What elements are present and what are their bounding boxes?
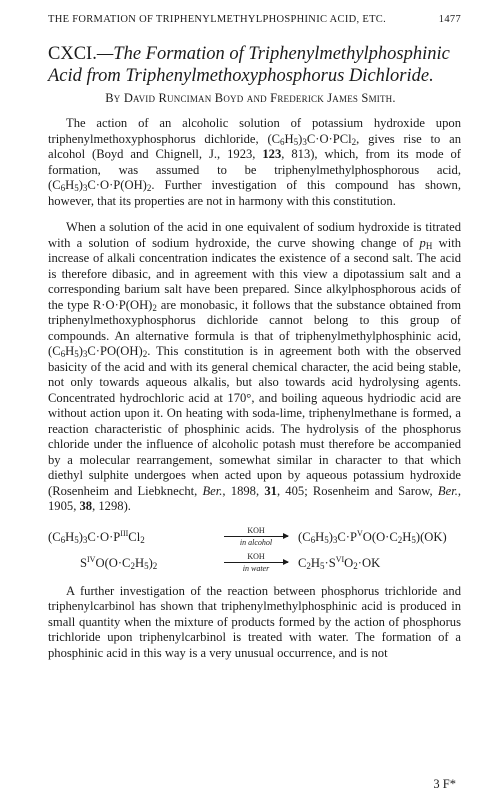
superscript: III — [120, 528, 129, 538]
subscript: 2 — [152, 302, 157, 313]
subscript: 2 — [306, 560, 311, 571]
text-run: C·O·PCl — [306, 131, 352, 146]
superscript: IV — [87, 554, 96, 564]
subscript: 5 — [74, 183, 79, 193]
text-run: C·O·P — [87, 529, 121, 544]
superscript: V — [357, 528, 363, 538]
subscript: 5 — [144, 560, 149, 571]
subscript: 3 — [82, 183, 88, 193]
paragraph-2 — [48, 220, 461, 515]
text-run: H — [315, 529, 325, 544]
text-run: H — [402, 529, 412, 544]
text-run: , 405; Rosenheim and Sarow, — [276, 483, 438, 498]
equation-2-arrow — [224, 552, 288, 573]
text-run: ) — [148, 555, 153, 570]
text-run: , 1298). — [92, 499, 131, 513]
equation-2-product — [298, 556, 380, 572]
arrow-condition: in water — [242, 563, 270, 573]
subscript: 3 — [302, 136, 307, 147]
equation-1-product — [298, 530, 447, 546]
text-run: (C — [48, 529, 61, 544]
reaction-equations — [48, 526, 461, 578]
subscript: 5 — [411, 534, 416, 545]
text-run: ·S — [324, 555, 336, 570]
subscript: 2 — [351, 136, 357, 147]
subscript: 2 — [142, 349, 148, 359]
text-run: . This constitution is in agreement both with the observed basicity of the acid and with its general chemical character, the acid being stable, not only towards aqueous alkalis, but also towards acid hydrolysing agents. Concentrated hydrochloric acid at 170°, and boiling aqueous hydriodic acid are without action upon it. On heating with soda-lime, triphenylmethane is formed, a reaction characteristic of phosphinic acids. The hydrolysis of the phosphorus chloride under the influence of alcoholic potash must therefore be accompanied by a molecular rearrangement, somewhat similar in character to that which diethyl sulphite undergoes when acted upon by aqueous potassium hydroxide (Rosenheim and Liebknecht, — [48, 344, 461, 498]
text-run: ) — [78, 344, 83, 358]
subscript: 5 — [74, 534, 79, 545]
subscript: 3 — [332, 534, 338, 545]
volume-number: 31 — [264, 483, 277, 498]
page-number: 1477 — [438, 14, 461, 25]
text-run: H — [134, 555, 145, 570]
subscript: 3 — [82, 534, 88, 545]
ph-symbol: p — [419, 235, 426, 250]
subscript: 6 — [310, 534, 316, 545]
text-run: Cl — [128, 529, 141, 544]
text-run: H — [65, 344, 75, 358]
article-number: CXCI. — [48, 44, 97, 64]
equation-1 — [48, 526, 461, 550]
text-run: ·OK — [357, 555, 381, 570]
subscript: 2 — [140, 534, 145, 545]
subscript: 6 — [60, 534, 66, 545]
running-head — [48, 14, 461, 25]
text-run: C·O·P(OH) — [87, 178, 147, 192]
paragraph-1 — [48, 116, 461, 209]
subscript: 5 — [74, 349, 79, 359]
subscript: 5 — [320, 560, 325, 571]
subscript: 3 — [82, 349, 88, 359]
equation-1-reactant — [48, 530, 145, 546]
running-head-title: THE FORMATION OF TRIPHENYLMETHYLPHOSPHINIC ACID, ETC. — [48, 14, 387, 25]
journal-abbrev: Ber. — [202, 483, 223, 498]
text-run: C — [298, 555, 307, 570]
equation-2 — [48, 552, 461, 576]
equation-1-arrow — [224, 526, 288, 547]
arrow-condition: in alcohol — [239, 537, 273, 547]
subscript: 5 — [324, 534, 329, 545]
text-run: ) — [78, 529, 83, 544]
text-run: , gives rise to an alcohol (Boyd and Chignell, J., 1923, — [48, 131, 461, 161]
text-run: ) — [298, 131, 303, 146]
text-run: ) — [328, 529, 333, 544]
arrow-line — [224, 536, 288, 537]
superscript: VI — [335, 554, 345, 564]
text-run: O(O·C — [362, 529, 398, 544]
journal-abbrev: Ber. — [437, 483, 458, 498]
equation-2-reactant — [80, 556, 157, 572]
text-run: C·PO(OH) — [87, 344, 143, 358]
text-run: , 1898, — [222, 483, 265, 498]
subscript: 2 — [353, 560, 358, 571]
volume-number: 38 — [79, 499, 93, 513]
subscript: 2 — [152, 560, 158, 571]
text-run: H — [310, 555, 321, 570]
printer-signature: 3 F* — [433, 777, 456, 791]
text-run: C·P — [337, 529, 358, 544]
subscript: 2 — [130, 560, 135, 571]
text-run: S — [80, 555, 88, 570]
text-run: ) — [78, 178, 83, 192]
subscript: 6 — [280, 136, 285, 147]
text-run: O — [344, 555, 354, 570]
article-authors: By David Runciman Boyd and Frederick James Smith. — [105, 91, 396, 105]
text-run: (C — [298, 529, 311, 544]
text-run: with increase of alkali concentration indicates the existence of a second salt. The acid is therefore dibasic, and in agreement with this view a dipotassium salt and a corresponding barium salt have been prepared. Since alkylphosphorous acids of the type R·O·P(OH) — [48, 235, 462, 312]
arrow-reagent: KOH — [247, 525, 265, 535]
subscript: H — [425, 240, 433, 251]
subscript: 5 — [293, 136, 299, 147]
subscript: 2 — [397, 534, 403, 545]
subscript: 6 — [60, 183, 66, 193]
subscript: 2 — [146, 183, 152, 193]
paragraph-3: A further investigation of the reaction between phosphorus trichloride and triphenylcarbinol has shown that triphenylmethylphosphinic acid is produced in small quantity when the mixture of products formed by the action of phosphorus trichloride upon triphenylcarbinol is treated with water. The formation of a phosphinic acid in this way is a very unusual occurrence, and is not — [48, 583, 461, 660]
text-run: )(OK) — [415, 529, 447, 544]
article-title — [48, 43, 453, 87]
text-run: H — [65, 178, 75, 192]
text-run: H — [65, 529, 75, 544]
text-run: , 813), which, from its mode of formation, was assumed to be triphenylmethylphosphorous acid, (C — [48, 147, 461, 192]
text-run: O(O·C — [95, 555, 131, 570]
article-title-text: —The Formation of Triphenylmethylphosphinic Acid from Triphenylmethoxyphosphorus Dichloride. — [48, 44, 450, 86]
text-run: are monobasic, it follows that the substance obtained from triphenylmethoxyphosphorus dichloride cannot belong to this group of compounds. An alternative formula is that of triphenylmethylphosphinic acid, (C — [48, 297, 461, 358]
article-body — [48, 116, 461, 672]
text-run: When a solution of the acid in one equivalent of sodium hydroxide is titrated with a solution of sodium hydroxide, the curve showing change of — [48, 220, 461, 250]
text-run: . Further investigation of this compound has shown, however, that its properties are not in harmony with this constitution. — [48, 178, 461, 208]
arrow-reagent: KOH — [247, 551, 265, 561]
arrow-line — [224, 562, 288, 563]
text-run: , 1905, — [48, 483, 461, 513]
text-run: H — [284, 131, 294, 146]
volume-number: 123 — [262, 147, 282, 161]
text-run: The action of an alcoholic solution of potassium hydroxide upon triphenylmethoxyphosphorus dichloride, (C — [48, 116, 461, 146]
subscript: 6 — [60, 349, 66, 359]
